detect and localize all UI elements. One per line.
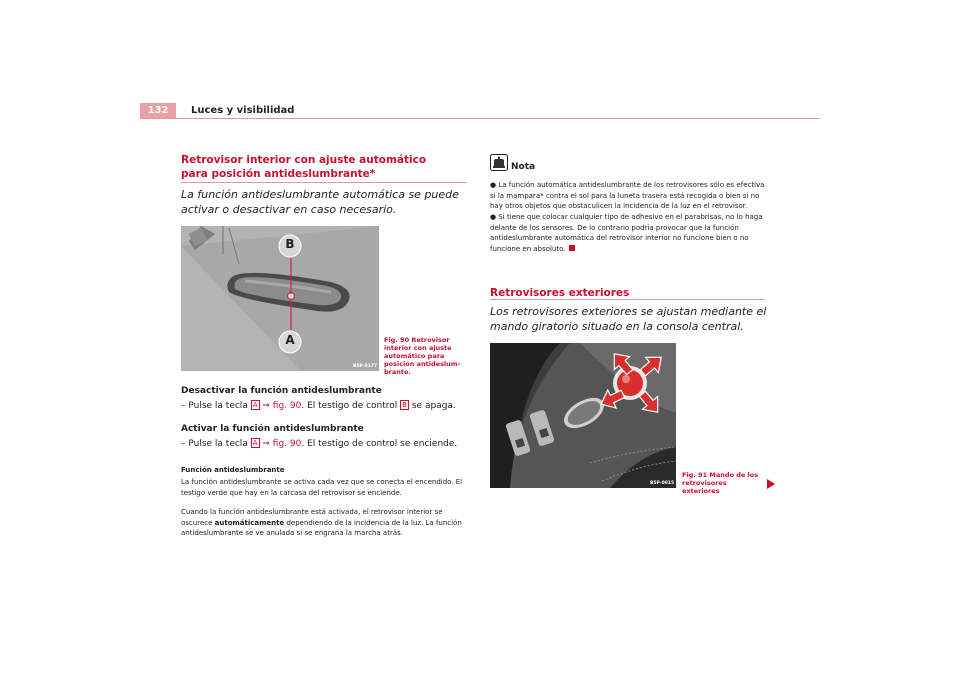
note-text: La función automática antideslumbrante de los retrovisores sólo es efectiva si la mampara* contra el sol para la luneta trasera está recogida o bien si no hay otros objetos que obstaculicen la incidencia de la luz en el retrovisor. [490, 181, 765, 210]
bullet-icon: ● [490, 181, 497, 189]
mirror-illustration [181, 226, 379, 371]
callout-a: A [285, 333, 295, 347]
note-bullet-2 [490, 212, 768, 254]
figure-90-mirror [181, 226, 379, 371]
note-icon [490, 154, 508, 171]
paragraph-text: Cuando la función antideslumbrante está activada, el retrovisor interior se oscurece [181, 508, 443, 527]
paragraph-1: La función antideslumbrante se activa cada vez que se conecta el encendido. El testigo verde que hay en la carcasa del retrovisor se enciende. [181, 478, 463, 497]
figure-90-caption: Fig. 90 Retrovisor interior con ajuste automático para posición antideslumbrante. [384, 336, 461, 376]
page-number: 132 [140, 103, 176, 118]
bullet-icon: ● [490, 213, 497, 221]
key-a: A [252, 401, 258, 409]
figure-ref[interactable]: ⇒ fig. 90 [262, 401, 302, 411]
deactivate-heading: Desactivar la función antideslumbrante [181, 386, 382, 396]
activate-step [181, 438, 481, 451]
step-text: – Pulse la tecla [181, 401, 248, 411]
note-title: Nota [511, 162, 536, 172]
header-title: Luces y visibilidad [191, 105, 295, 116]
figure-ref[interactable]: ⇒ fig. 90 [262, 439, 302, 449]
section-lead: La función antideslumbrante automática se puede activar o desactivar en caso necesario. [181, 188, 459, 216]
note-bullet-1 [490, 180, 768, 212]
sub-heading: Función antideslumbrante [181, 466, 285, 474]
figure-code: B5P-0015 [650, 481, 675, 486]
key-b: B [402, 401, 407, 409]
next-page-arrow-icon[interactable] [767, 479, 775, 489]
section-rule [181, 182, 467, 183]
mirror-control-illustration [490, 343, 676, 488]
step-text: se apaga. [411, 401, 456, 411]
section-lead: Los retrovisores exteriores se ajustan mediante el mando giratorio situado en la consola central. [490, 305, 767, 333]
section-heading-exterior: Retrovisores exteriores [490, 287, 630, 299]
paragraph-2 [181, 507, 468, 539]
key-a: A [252, 439, 258, 447]
header-rule [140, 118, 820, 119]
step-text: . El testigo de control se enciende. [301, 439, 458, 449]
figure-91-caption: Fig. 91 Mando de los retrovisores exteriores [682, 471, 759, 495]
callout-b: B [285, 237, 295, 251]
paragraph-bold: automáticamente [214, 518, 285, 527]
figure-code: B5P-0177 [353, 364, 378, 369]
step-text: . El testigo de control [301, 401, 398, 411]
paragraph-text: dependiendo de la incidencia de la luz. La función antideslumbrante se ve anulada si se engrana la marcha atrás. [181, 518, 462, 537]
section-rule [490, 299, 765, 300]
step-text: – Pulse la tecla [181, 439, 248, 449]
activate-heading: Activar la función antideslumbrante [181, 424, 364, 434]
figure-91-control [490, 343, 676, 488]
section-heading-mirror: Retrovisor interior con ajuste automático para posición antideslumbrante* [181, 154, 427, 180]
deactivate-step [181, 400, 481, 413]
note-text: Si tiene que colocar cualquier tipo de adhesivo en el parabrisas, no lo haga delante de los sensores. De lo contrario podría provocar que la función antideslumbrante automática del retrovisor interior no funcione bien o no funcione en absoluto. [490, 213, 763, 253]
end-mark-icon [569, 245, 575, 251]
